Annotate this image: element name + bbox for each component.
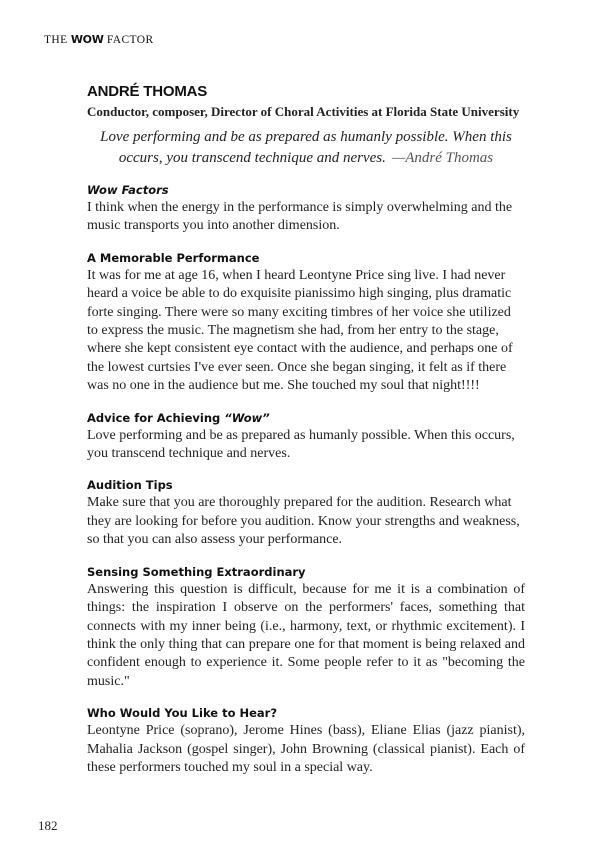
section-body: Leontyne Price (soprano), Jerome Hines (bass), Eliane Elias (jazz pianist), Mahalia Jackson (gospel singer), John Browning (classical pianist). Each of these performers touched my soul in a special way. xyxy=(87,723,525,775)
pull-quote-line-1: Love performing and be as prepared as humanly possible. When this xyxy=(100,129,512,145)
section-body: Make sure that you are thoroughly prepared for the audition. Research what they are looking for before you audition. Know your strengths and weakness, so that you can also assess your performance. xyxy=(87,495,520,548)
section-body: Love performing and be as prepared as humanly possible. When this occurs, you transcend technique and nerves. xyxy=(87,427,515,462)
running-head xyxy=(44,33,154,46)
pull-quote-line-2-text: occurs, you transcend technique and nerves. xyxy=(118,150,386,166)
pull-quote-line-2 xyxy=(87,148,525,169)
running-head-brand: WOW xyxy=(70,33,104,46)
pull-quote xyxy=(87,127,525,169)
section-heading: A Memorable Performance xyxy=(87,250,260,265)
section-body: I think when the energy in the performance is simply overwhelming and the music transports you into another dimension. xyxy=(87,200,513,234)
page-number: 182 xyxy=(38,818,58,833)
section-advice xyxy=(87,410,525,464)
page-content xyxy=(87,82,525,777)
section-audition-tips xyxy=(87,477,525,549)
section-memorable-performance xyxy=(87,250,525,396)
section-body: Answering this question is difficult, because for me it is a combination of things: the inspiration I observe on the performers' faces, something that connects with my inner being (i.e., harmony, text, or rhythmic excitement). I think the only thing that can prepare one for that moment is being relaxed and confident enough to experience it. Some people refer to it as "becoming the music." xyxy=(87,581,525,689)
section-heading xyxy=(87,410,525,427)
section-heading: Who Would You Like to Hear? xyxy=(87,706,278,721)
profile-name: ANDRÉ THOMAS xyxy=(87,83,208,100)
pull-quote-attribution: —André Thomas xyxy=(391,150,494,166)
section-wow-factors xyxy=(87,182,525,236)
section-heading: Wow Factors xyxy=(87,183,169,197)
running-head-suffix: FACTOR xyxy=(103,34,154,46)
running-head-prefix: THE xyxy=(44,34,71,46)
section-heading: Audition Tips xyxy=(87,478,173,493)
section-sensing-extraordinary xyxy=(87,564,525,691)
profile-role: Conductor, composer, Director of Choral Activities at Florida State University xyxy=(87,104,520,119)
section-heading-prefix: Advice for Achieving xyxy=(87,410,225,425)
section-heading-emphasis: “Wow” xyxy=(224,410,270,425)
section-body: It was for me at age 16, when I heard Leontyne Price sing live. I had never heard a voice be able to do exquisite pianissimo high singing, plus dramatic forte singing. There were so many exciting timbres of her voice she utilized to express the music. The magnetism she had, from her entry to the stage, where she kept consistent eye contact with the audience, and perhaps one of the lowest curtsies I've ever seen. Once she began singing, it felt as if there was no one in the audience but me. She touched my soul that night!!!! xyxy=(87,267,513,394)
section-who-to-hear xyxy=(87,705,525,777)
section-heading: Sensing Something Extraordinary xyxy=(87,564,306,579)
